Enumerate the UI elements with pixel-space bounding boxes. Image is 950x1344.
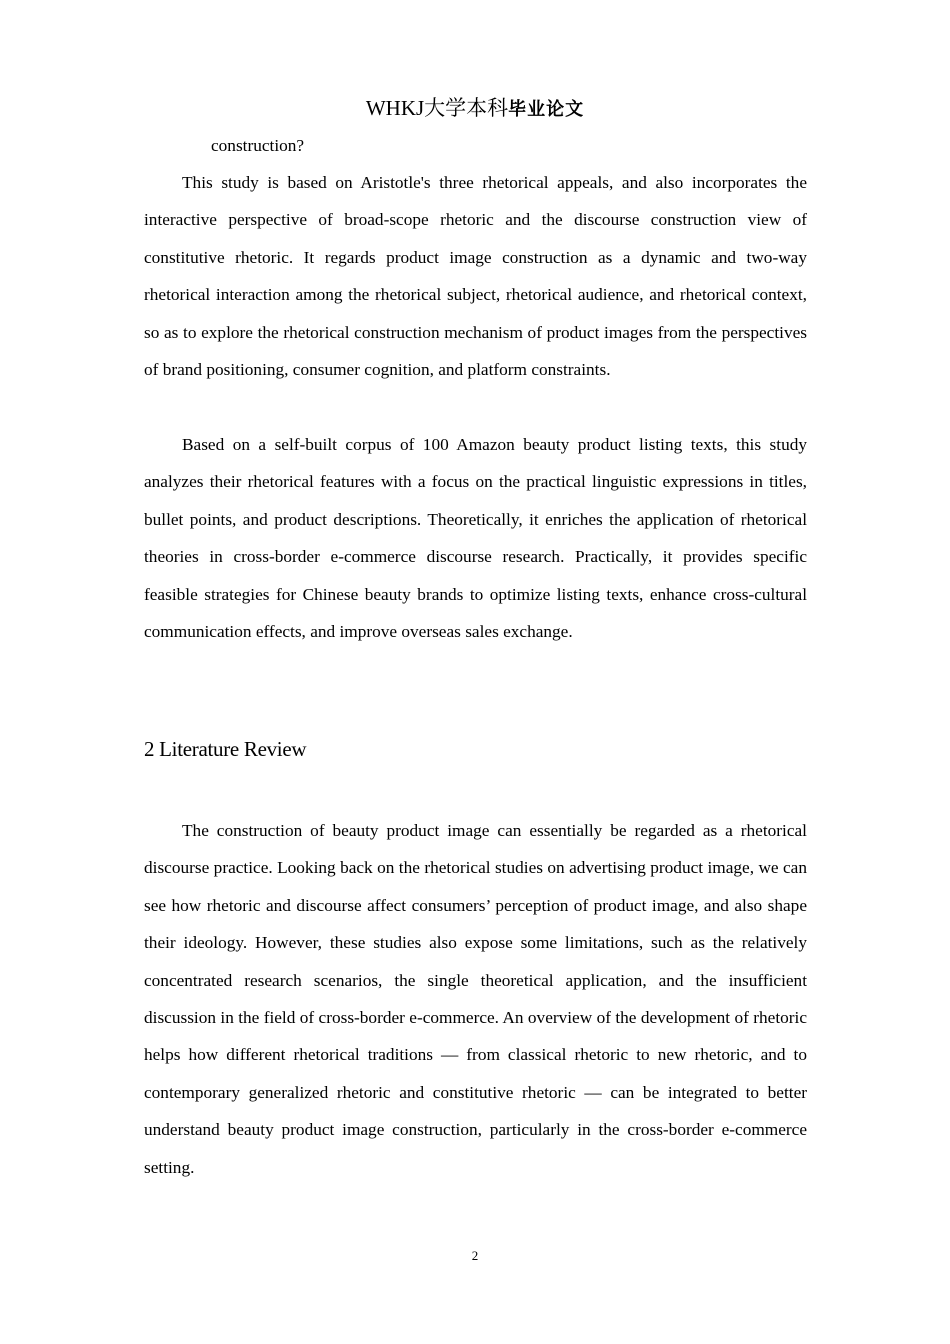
continued-text: construction? xyxy=(211,136,305,155)
header-thesis-label: 毕业论文 xyxy=(508,99,585,120)
page-header xyxy=(0,94,950,124)
section-heading: 2 Literature Review xyxy=(144,737,307,761)
page-number: 2 xyxy=(471,1248,479,1263)
section-paragraph xyxy=(144,812,807,1186)
paragraph-text: This study is based on Aristotle's three rhetorical appeals, and also incorporates the interactive perspective of broad-scope rhetoric and the discourse construction view of constitutive rhetoric. It regards product image construction as a dynamic and two-way rhetorical interaction among the rhetorical subject, rhetorical audience, and rhetorical context, so as to explore the rhetorical construction mechanism of product images from the perspectives of brand positioning, consumer cognition, and platform constraints. xyxy=(144,173,807,380)
body-paragraph-1 xyxy=(144,164,807,388)
paragraph-text: The construction of beauty product image can essentially be regarded as a rhetorical discourse practice. Looking back on the rhetorical studies on advertising product image, we can see how rhetoric and discourse affect consumers’ perception of product image, and also shape their ideology. However, these studies also expose some limitations, such as the relatively concentrated research scenarios, the single theoretical application, and the insufficient discussion in the field of cross-border e-commerce. An overview of the development of rhetoric helps how different rhetorical traditions — from classical rhetoric to new rhetoric, and to contemporary generalized rhetoric and constitutive rhetoric — can be integrated to better understand beauty product image construction, particularly in the cross-border e-commerce setting. xyxy=(144,821,807,1177)
paragraph-text: Based on a self-built corpus of 100 Amazon beauty product listing texts, this study analyzes their rhetorical features with a focus on the practical linguistic expressions in titles, bullet points, and product descriptions. Theoretically, it enriches the application of rhetorical theories in cross-border e-commerce discourse research. Practically, it provides specific feasible strategies for Chinese beauty brands to optimize listing texts, enhance cross-cultural communication effects, and improve overseas sales exchange. xyxy=(144,435,807,642)
header-school-name: WHKJ大学本科 xyxy=(365,96,509,120)
body-paragraph-2 xyxy=(144,426,807,650)
